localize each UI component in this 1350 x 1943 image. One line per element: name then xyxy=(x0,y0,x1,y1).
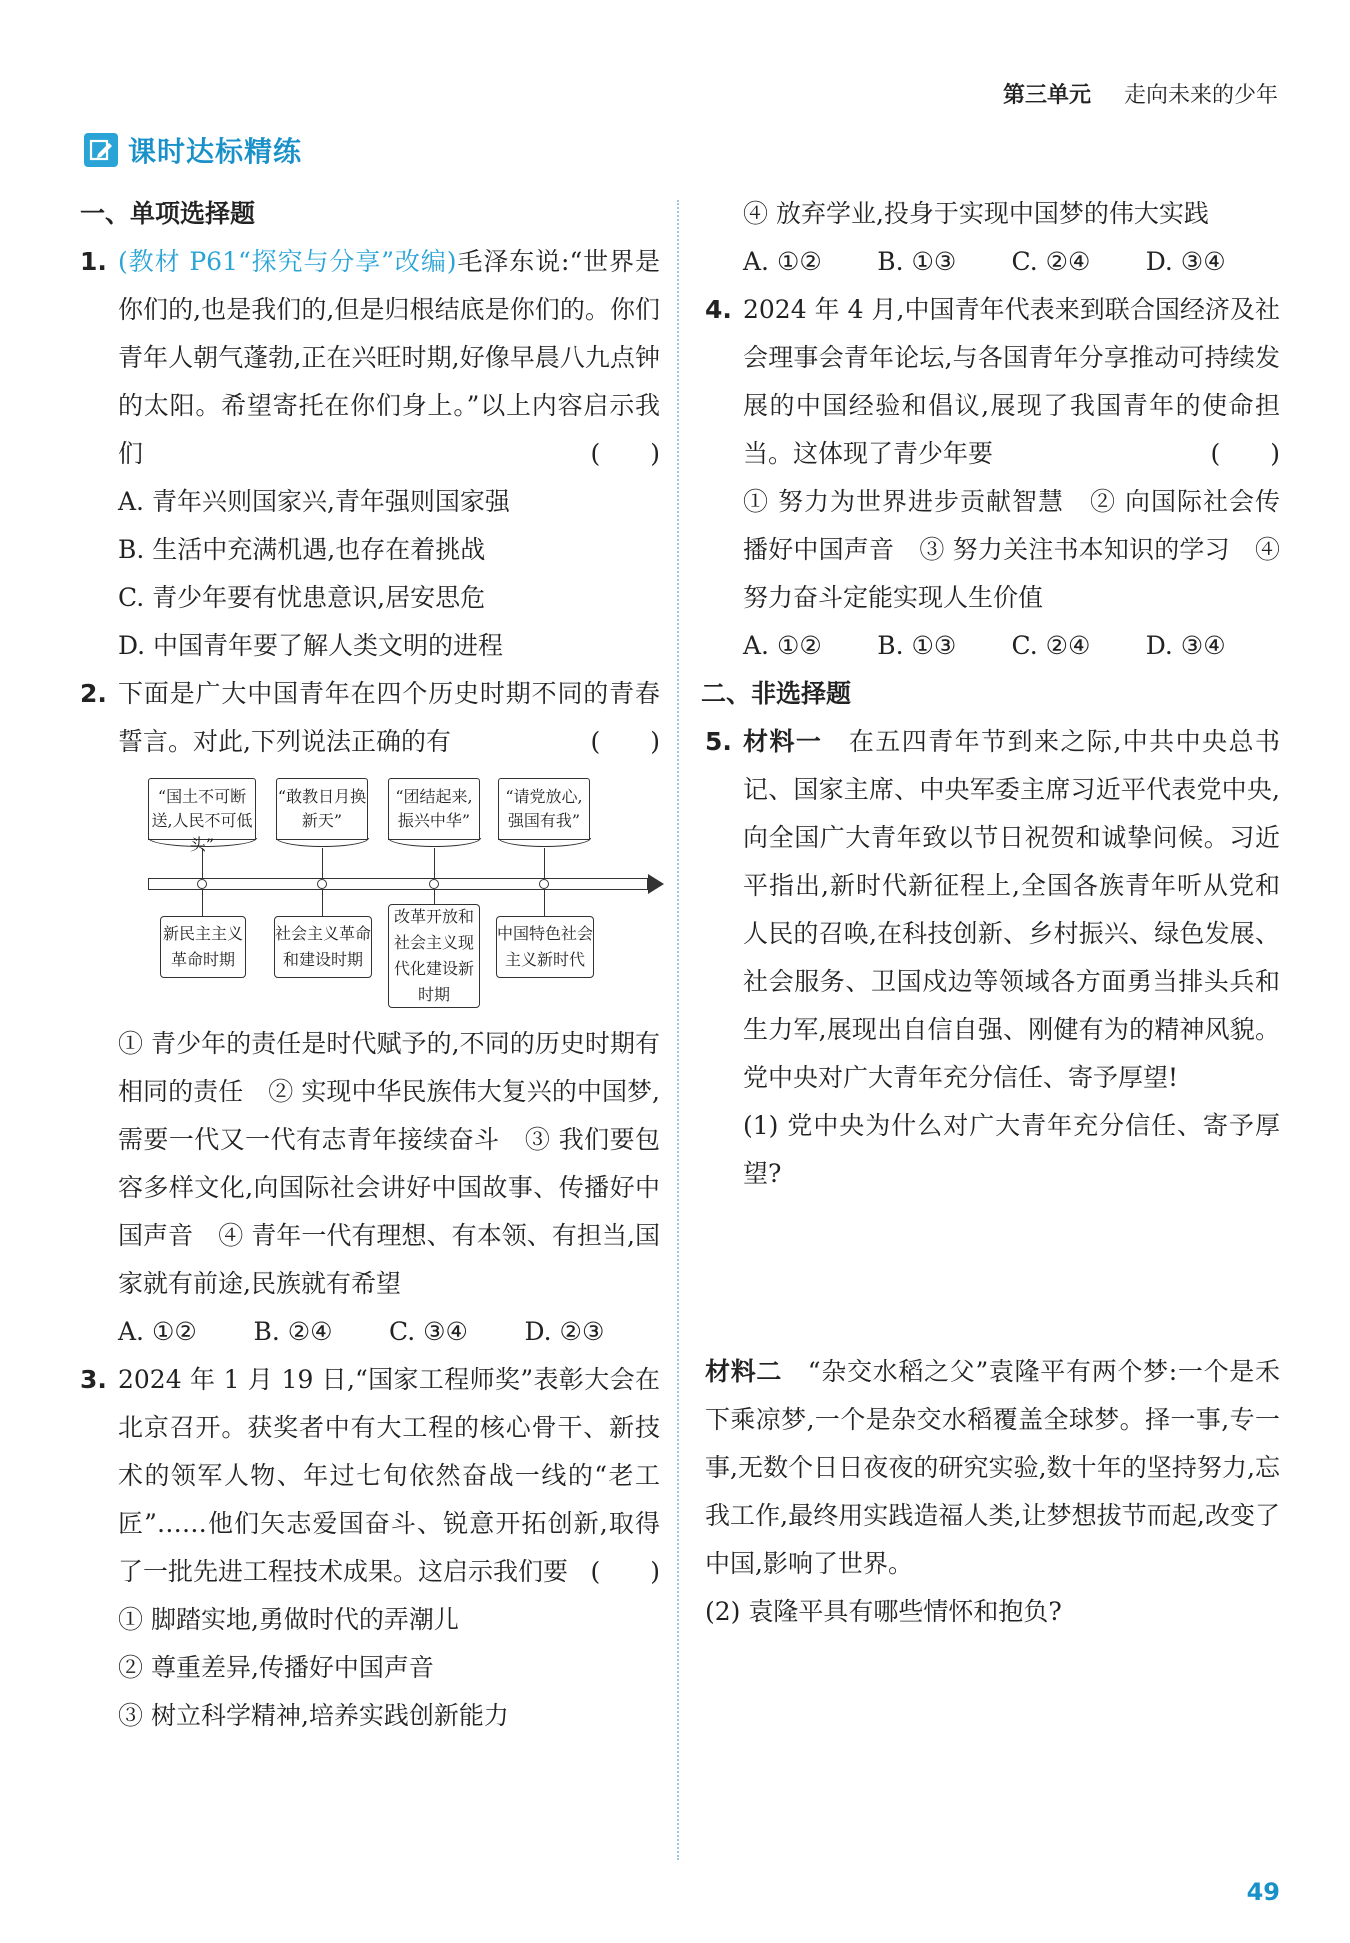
answer-blank: ( ) xyxy=(590,727,660,756)
page-number: 49 xyxy=(1246,1878,1280,1906)
answer-blank: ( ) xyxy=(590,1557,660,1586)
part1-title: 一、单项选择题 xyxy=(80,199,256,228)
period-box: 新民主主义革命时期 xyxy=(160,916,246,978)
answer-choices xyxy=(118,1308,660,1356)
slogan-flag: “国土不可断送,人民不可低头” xyxy=(148,778,256,840)
timeline-dot xyxy=(197,879,207,889)
choice-d: D. ②③ xyxy=(524,1317,605,1346)
slogan-flag: “请党放心,强国有我” xyxy=(498,778,590,840)
timeline-dot xyxy=(429,879,439,889)
slogan-flag: “敢教日月换新天” xyxy=(276,778,368,840)
unit-label: 第三单元 xyxy=(1002,83,1091,108)
question-number: 4. xyxy=(705,295,732,324)
choice-a: A. ①② xyxy=(743,631,822,660)
choice-c: C. ②④ xyxy=(1011,631,1091,660)
option-b: B. 生活中充满机遇,也存在着挑战 xyxy=(118,535,486,564)
flag-pole xyxy=(322,848,323,878)
material-2-text: “杂交水稻之父”袁隆平有两个梦:一个是禾下乘凉梦,一个是杂交水稻覆盖全球梦。择一事,专一事,无数个日日夜夜的研究实验,数十年的坚持努力,忘我工作,最终用实践造福人类,让梦想拔节而起,改变了中国,影响了世界。 xyxy=(705,1357,1280,1578)
right-column xyxy=(701,190,1280,1636)
question-3 xyxy=(80,1356,660,1740)
flag-pole xyxy=(544,848,545,878)
choice-a: A. ①② xyxy=(118,1317,197,1346)
choice-b: B. ②④ xyxy=(253,1317,333,1346)
question-3-continued xyxy=(705,190,1280,286)
question-number: 3. xyxy=(80,1365,107,1394)
question-number: 1. xyxy=(80,247,107,276)
timeline-arrow xyxy=(648,874,664,894)
timeline-dot xyxy=(539,879,549,889)
slogan-flag: “团结起来,振兴中华” xyxy=(388,778,480,840)
column-divider xyxy=(677,200,679,1860)
material-2-label: 材料二 xyxy=(705,1357,783,1386)
period-box: 改革开放和社会主义现代化建设新时期 xyxy=(388,904,480,1008)
running-header xyxy=(1003,78,1278,109)
answer-blank: ( ) xyxy=(1210,439,1280,468)
timeline-diagram xyxy=(148,778,668,1008)
statement-1: ① 脚踏实地,勇做时代的弄潮儿 xyxy=(118,1605,459,1634)
choice-d: D. ③④ xyxy=(1145,247,1226,276)
period-box: 中国特色社会主义新时代 xyxy=(496,916,594,978)
statement-3: ③ 树立科学精神,培养实践创新能力 xyxy=(118,1701,509,1730)
sub-question-2: (2) 袁隆平具有哪些情怀和抱负? xyxy=(705,1597,1062,1626)
period-pole xyxy=(202,890,203,916)
question-1 xyxy=(80,238,660,670)
choice-d: D. ③④ xyxy=(1145,631,1226,660)
pencil-icon xyxy=(84,133,118,167)
timeline-dot xyxy=(317,879,327,889)
answer-choices xyxy=(743,238,1280,286)
period-pole xyxy=(544,890,545,916)
period-pole xyxy=(434,890,435,904)
question-number: 2. xyxy=(80,679,107,708)
statement-2: ② 尊重差异,传播好中国声音 xyxy=(118,1653,434,1682)
section-title xyxy=(84,130,302,170)
question-source: (教材 P61“探究与分享”改编) xyxy=(118,247,457,276)
choice-b: B. ①③ xyxy=(877,247,957,276)
answer-space[interactable] xyxy=(743,1198,1280,1348)
section-title-text: 课时达标精练 xyxy=(128,135,303,168)
choice-b: B. ①③ xyxy=(877,631,957,660)
choice-a: A. ①② xyxy=(743,247,822,276)
answer-choices xyxy=(743,622,1280,670)
statements: ① 青少年的责任是时代赋予的,不同的历史时期有相同的责任 ② 实现中华民族伟大复兴的中国梦,需要一代又一代有志青年接续奋斗 ③ 我们要包容多样文化,向国际社会讲好中国故事、传播好中国声音 ④ 青年一代有理想、有本领、有担当,国家就有前途,民族就有希望 xyxy=(118,1029,660,1298)
material-1-label: 材料一 xyxy=(743,727,823,756)
question-4 xyxy=(705,286,1280,670)
option-d: D. 中国青年要了解人类文明的进程 xyxy=(118,631,504,660)
question-stem: 2024 年 4 月,中国青年代表来到联合国经济及社会理事会青年论坛,与各国青年分享推动可持续发展的中国经验和倡议,展现了我国青年的使命担当。这体现了青少年要 xyxy=(743,295,1280,468)
statement-4: ④ 放弃学业,投身于实现中国梦的伟大实践 xyxy=(743,199,1209,228)
question-2 xyxy=(80,670,660,1356)
statements: ① 努力为世界进步贡献智慧 ② 向国际社会传播好中国声音 ③ 努力关注书本知识的学习 ④ 努力奋斗定能实现人生价值 xyxy=(743,487,1280,612)
flag-pole xyxy=(202,848,203,878)
period-pole xyxy=(322,890,323,916)
part2-title: 二、非选择题 xyxy=(701,679,852,708)
question-stem: 2024 年 1 月 19 日,“国家工程师奖”表彰大会在北京召开。获奖者中有大工程的核心骨干、新技术的领军人物、年过七旬依然奋战一线的“老工匠”……他们矢志爱国奋斗、锐意开拓创新,取得了一批先进工程技术成果。这启示我们要 xyxy=(118,1365,660,1586)
material-1-text: 在五四青年节到来之际,中共中央总书记、国家主席、中央军委主席习近平代表党中央,向全国广大青年致以节日祝贺和诚挚问候。习近平指出,新时代新征程上,全国各族青年听从党和人民的召唤,在科技创新、乡村振兴、绿色发展、社会服务、卫国戍边等领域各方面勇当排头兵和生力军,展现出自信自强、刚健有为的精神风貌。党中央对广大青年充分信任、寄予厚望! xyxy=(743,727,1280,1092)
period-box: 社会主义革命和建设时期 xyxy=(274,916,372,978)
left-column xyxy=(80,190,660,1740)
choice-c: C. ③④ xyxy=(389,1317,468,1346)
flag-pole xyxy=(434,848,435,878)
question-number: 5. xyxy=(705,727,732,756)
question-stem: 毛泽东说:“世界是你们的,也是我们的,但是归根结底是你们的。你们青年人朝气蓬勃,正在兴旺时期,好像早晨八九点钟的太阳。希望寄托在你们身上。”以上内容启示我们 xyxy=(118,247,660,468)
question-5 xyxy=(705,718,1280,1636)
option-c: C. 青少年要有忧患意识,居安思危 xyxy=(118,583,486,612)
choice-c: C. ②④ xyxy=(1011,247,1091,276)
timeline-axis xyxy=(148,878,648,890)
answer-blank: ( ) xyxy=(590,439,660,468)
sub-question-1: (1) 党中央为什么对广大青年充分信任、寄予厚望? xyxy=(743,1111,1280,1188)
question-stem: 下面是广大中国青年在四个历史时期不同的青春誓言。对此,下列说法正确的有 xyxy=(118,679,660,756)
option-a: A. 青年兴则国家兴,青年强则国家强 xyxy=(118,487,510,516)
unit-title: 走向未来的少年 xyxy=(1123,83,1278,108)
